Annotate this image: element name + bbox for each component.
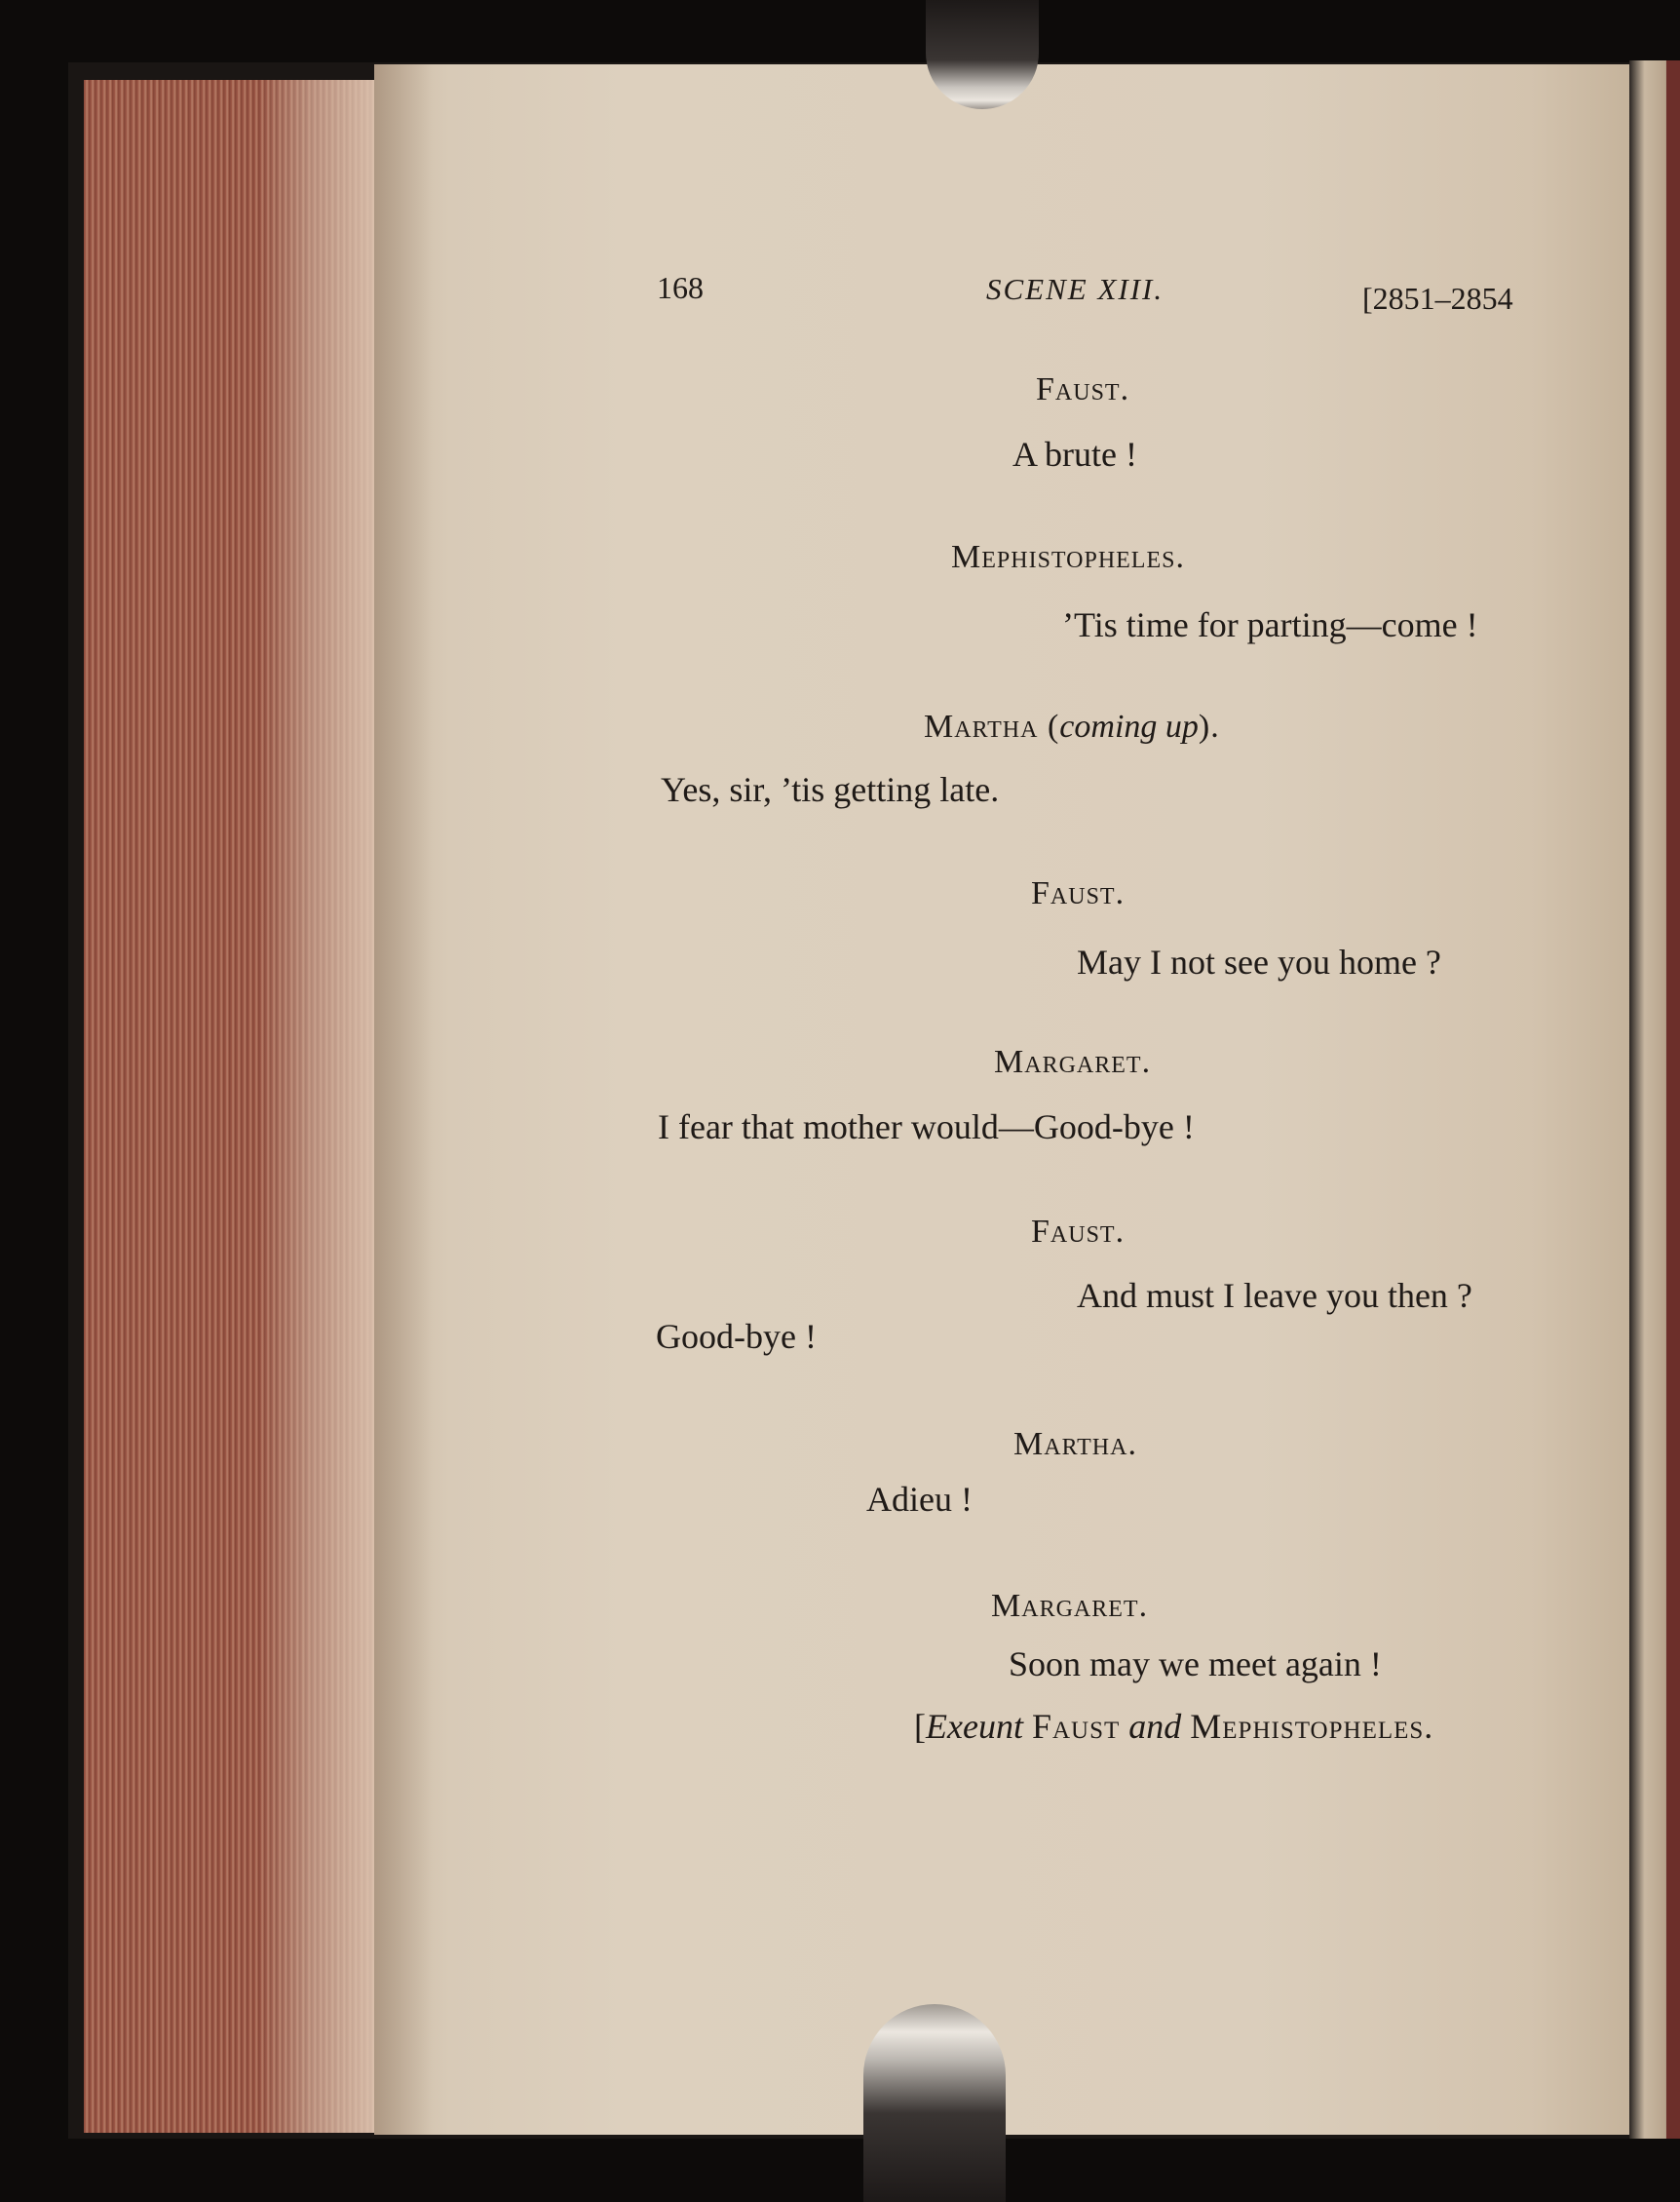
dialogue-line: And must I leave you then ? <box>1077 1276 1472 1315</box>
speaker-name: Martha <box>924 709 1039 745</box>
facing-page-edge <box>1629 60 1680 2139</box>
dialogue-line: Adieu ! <box>866 1480 973 1519</box>
page-number: 168 <box>657 270 704 305</box>
character-name: Faust <box>1031 1707 1121 1746</box>
dialogue-line: Good-bye ! <box>656 1317 817 1356</box>
bracket: [ <box>914 1707 926 1746</box>
dialogue-line: ’Tis time for parting—come ! <box>1062 605 1478 644</box>
speaker-with-direction <box>924 711 1220 744</box>
exeunt-word: Exeunt <box>926 1707 1023 1746</box>
speaker-name: Mephistopheles. <box>951 539 1185 575</box>
dialogue-line: A brute ! <box>1012 435 1137 474</box>
speaker-name: Margaret. <box>994 1044 1152 1080</box>
bottom-page-clamp <box>863 2004 1006 2202</box>
dialogue-line: I fear that mother would—Good-bye ! <box>658 1107 1195 1146</box>
speaker-name: Faust. <box>1031 1214 1126 1250</box>
speaker-name: Martha. <box>1013 1426 1137 1462</box>
character-name: Mephistopheles. <box>1190 1707 1434 1746</box>
speaker-name: Faust. <box>1031 875 1126 911</box>
dialogue-line: May I not see you home ? <box>1077 943 1441 982</box>
stage-direction-parenthetical: (coming up). <box>1047 709 1220 745</box>
conjunction: and <box>1128 1707 1182 1746</box>
speaker-name: Faust. <box>1036 371 1130 407</box>
speaker-name: Margaret. <box>991 1588 1149 1624</box>
dialogue-line: Soon may we meet again ! <box>1009 1644 1382 1683</box>
speaker-end: . <box>1210 709 1220 745</box>
exit-stage-direction <box>914 1709 1433 1744</box>
page-edges <box>84 80 376 2133</box>
dialogue-line: Yes, sir, ’tis getting late. <box>661 770 1000 809</box>
stage-direction-text: coming up <box>1059 709 1199 745</box>
line-range: [2851–2854 <box>1362 281 1513 316</box>
top-page-clamp <box>926 0 1039 109</box>
running-title: SCENE XIII. <box>986 272 1165 306</box>
book-page <box>374 64 1631 2135</box>
